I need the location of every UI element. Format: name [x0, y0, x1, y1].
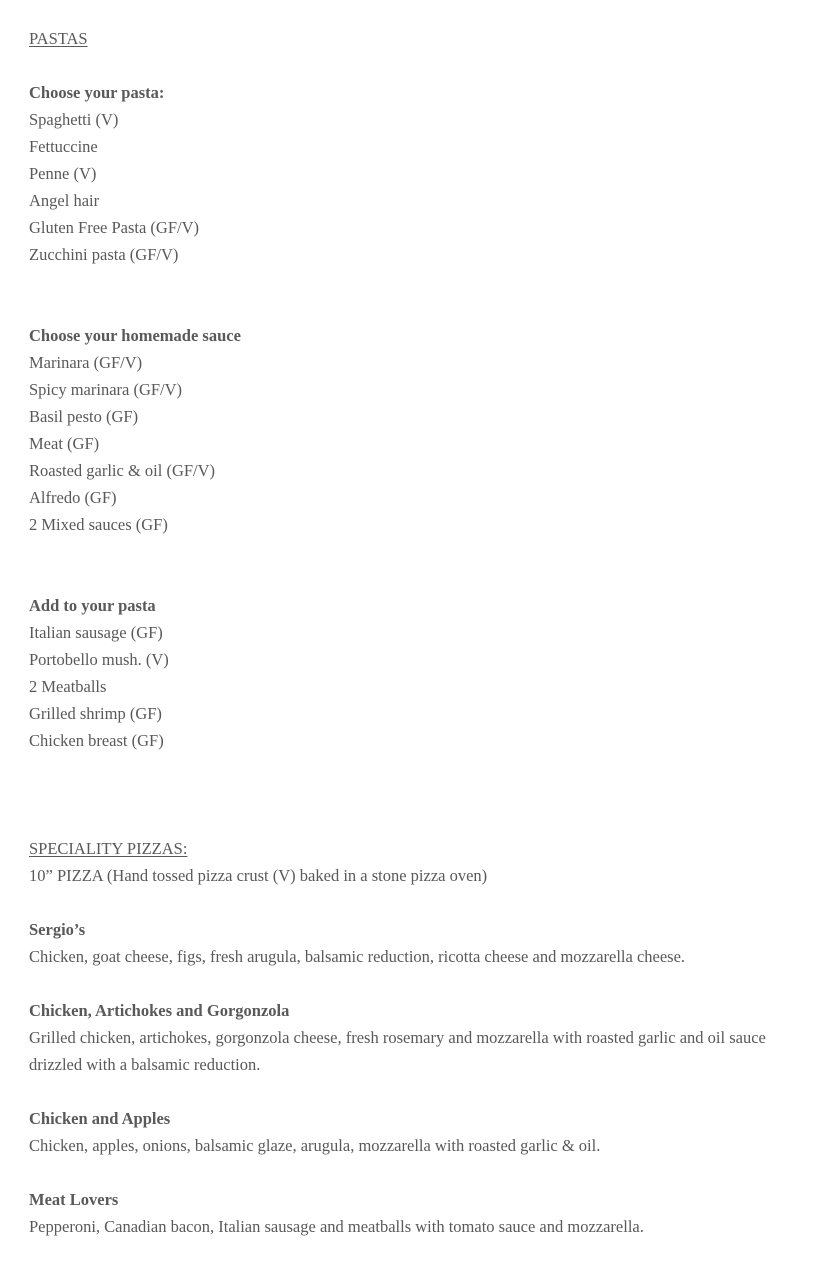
sauce-option: 2 Mixed sauces (GF)	[29, 515, 168, 534]
spacer	[29, 1078, 819, 1105]
sauce-option: Marinara (GF/V)	[29, 353, 143, 372]
sauce-option: Meat (GF)	[29, 434, 100, 453]
pasta-option: Gluten Free Pasta (GF/V)	[29, 218, 200, 237]
pizza-description: Pepperoni, Canadian bacon, Italian sausage and meatballs with tomato sauce and mozzarella.	[29, 1217, 644, 1236]
add-to-pasta-heading: Add to your pasta	[29, 596, 156, 615]
pasta-option: Penne (V)	[29, 164, 97, 183]
sauce-option: Spicy marinara (GF/V)	[29, 380, 183, 399]
pizzas-section-title: SPECIALITY PIZZAS:	[29, 839, 188, 858]
sauce-option: Roasted garlic & oil (GF/V)	[29, 461, 216, 480]
pizza-description: Grilled chicken, artichokes, gorgonzola cheese, fresh rosemary and mozzarella with roasted garlic and oil sauce drizzled with a balsamic reduction.	[29, 1028, 766, 1074]
pasta-addon: Portobello mush. (V)	[29, 650, 169, 669]
pasta-option: Zucchini pasta (GF/V)	[29, 245, 179, 264]
choose-sauce-heading: Choose your homemade sauce	[29, 326, 241, 345]
pasta-addon: Italian sausage (GF)	[29, 623, 163, 642]
menu-document	[29, 25, 819, 1240]
pastas-section-title: PASTAS	[29, 29, 88, 48]
pasta-addon: Chicken breast (GF)	[29, 731, 164, 750]
pasta-addon: 2 Meatballs	[29, 677, 107, 696]
pizza-description: Chicken, apples, onions, balsamic glaze, arugula, mozzarella with roasted garlic & oil.	[29, 1136, 601, 1155]
pizza-name: Chicken, Artichokes and Gorgonzola	[29, 1001, 290, 1020]
spacer	[29, 52, 819, 79]
spacer	[29, 889, 819, 916]
sauce-option: Alfredo (GF)	[29, 488, 117, 507]
pasta-option: Fettuccine	[29, 137, 98, 156]
pizzas-subtitle: 10” PIZZA (Hand tossed pizza crust (V) baked in a stone pizza oven)	[29, 866, 488, 885]
pasta-option: Spaghetti (V)	[29, 110, 119, 129]
spacer	[29, 970, 819, 997]
sauce-option: Basil pesto (GF)	[29, 407, 139, 426]
pizza-name: Sergio’s	[29, 920, 86, 939]
pizza-name: Chicken and Apples	[29, 1109, 171, 1128]
spacer	[29, 538, 819, 592]
spacer	[29, 1159, 819, 1186]
spacer	[29, 268, 819, 322]
choose-pasta-heading: Choose your pasta:	[29, 83, 165, 102]
pizza-name: Meat Lovers	[29, 1190, 119, 1209]
pizza-description: Chicken, goat cheese, figs, fresh arugula, balsamic reduction, ricotta cheese and mozzarella cheese.	[29, 947, 686, 966]
pasta-addon: Grilled shrimp (GF)	[29, 704, 162, 723]
pasta-option: Angel hair	[29, 191, 100, 210]
spacer	[29, 754, 819, 835]
